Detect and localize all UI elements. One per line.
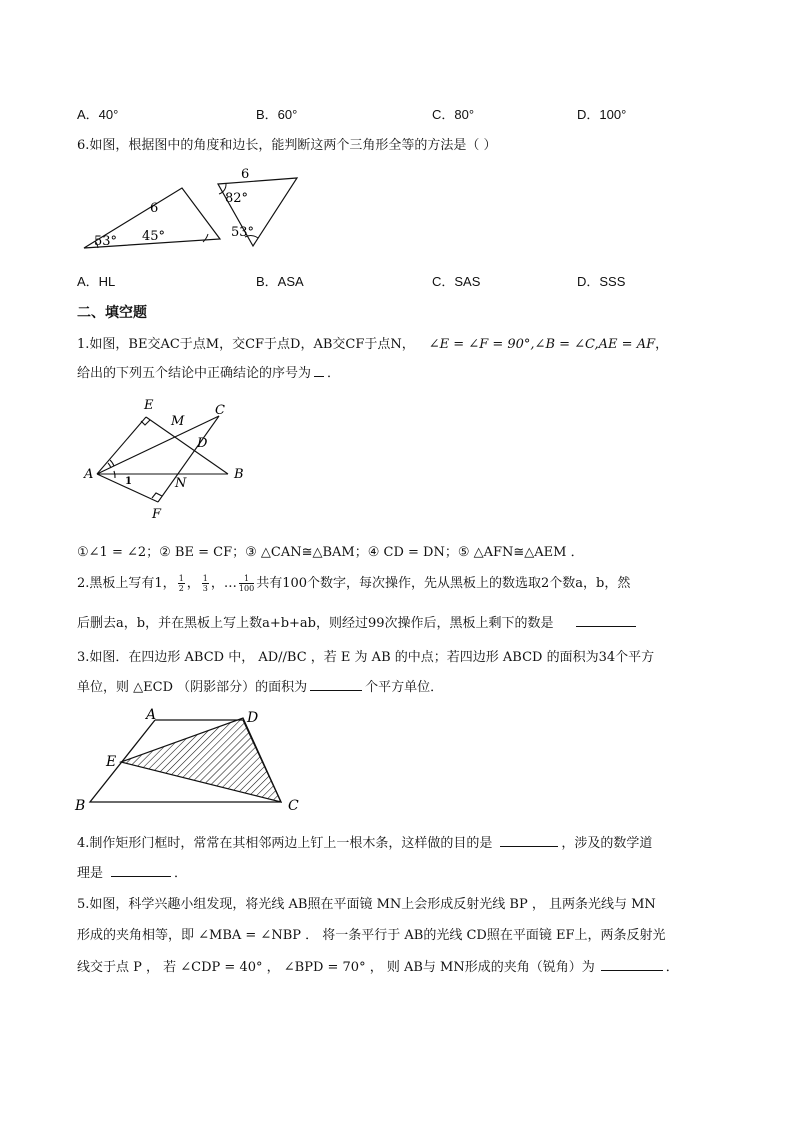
- f3-line2: 单位，则 △ECD （阴影部分）的面积为 个平方单位．: [77, 680, 444, 695]
- f1-label-b: B: [234, 467, 244, 482]
- option-b: B．60°: [256, 107, 298, 122]
- f3-label-b: B: [75, 798, 86, 814]
- f3-figure: [72, 704, 312, 820]
- q6-stem: 6.如图，根据图中的角度和边长，能判断这两个三角形全等的方法是（ ）: [77, 138, 497, 153]
- f1-label-d: D: [197, 436, 208, 451]
- f4-line2: 理是 ．: [77, 866, 188, 881]
- f1-label-m: M: [171, 414, 185, 429]
- f5-line2: 形成的夹角相等，即 ∠MBA = ∠NBP ． 将一条平行于 AB的光线 CD照在平面镜 EF上，两条反射光: [77, 928, 666, 943]
- q6-option-c: C．SAS: [432, 274, 481, 289]
- q6-option-b: B．ASA: [256, 274, 304, 289]
- f2-line1: 2.黑板上写有1， $\frac{1}{2}$ ， $\frac{1}{3}$ ，… $\frac{1}{100}$ 共有100个数字，每次操作，先从黑板上的数选取2个数a，b，然: [77, 574, 631, 593]
- f1-label-c: C: [215, 403, 225, 418]
- f1-label-e: E: [144, 398, 154, 413]
- f1-figure: [78, 392, 258, 524]
- q6-option-d: D．SSS: [577, 274, 626, 289]
- f1-line1: 1.如图，BE交AC于点M，交CF于点D，AB交CF于点N， ∠E = ∠F = 90°,∠B = ∠C,AE = AF，: [77, 337, 669, 352]
- q6-right-angle-b: 53°: [231, 225, 255, 240]
- f3-label-a: A: [146, 707, 157, 723]
- f2-line2: 后删去a，b，并在黑板上写上数a+b+ab，则经过99次操作后，黑板上剩下的数是: [77, 612, 639, 631]
- option-a: A．40°: [77, 107, 119, 122]
- f1-conclusions: ①∠1 = ∠2；② BE = CF；③ △CAN≅△BAM；④ CD = DN；⑤ △AFN≅△AEM ．: [77, 545, 584, 560]
- q6-option-a: A．HL: [77, 274, 116, 289]
- option-c: C．80°: [432, 107, 475, 122]
- f1-line2: 给出的下列五个结论中正确结论的序号为 ．: [77, 366, 341, 381]
- q6-left-angle-a: 53°: [94, 234, 118, 249]
- q6-figure: [78, 164, 308, 260]
- section-title: 二、填空题: [77, 304, 147, 320]
- f1-label-one: 1: [125, 476, 132, 487]
- f5-line3: 线交于点 P ， 若 ∠CDP = 40° ， ∠BPD = 70° ， 则 AB与 MN形成的夹角（锐角）为 ．: [77, 960, 679, 975]
- q6-right-angle-a: 82°: [225, 191, 249, 206]
- f1-label-n: N: [175, 476, 187, 491]
- f3-label-d: D: [247, 710, 259, 726]
- f3-line1: 3.如图．在四边形 ABCD 中， AD//BC ，若 E 为 AB 的中点；若四边形 ABCD 的面积为34个平方: [77, 650, 655, 665]
- f1-label-f: F: [152, 507, 162, 522]
- f5-line1: 5.如图，科学兴趣小组发现，将光线 AB照在平面镜 MN上会形成反射光线 BP ， 且两条光线与 MN: [77, 897, 656, 912]
- f4-line1: 4.制作矩形门框时，常常在其相邻两边上钉上一根木条，这样做的目的是 ，涉及的数学道: [77, 836, 653, 851]
- q6-left-angle-b: 45°: [142, 229, 166, 244]
- q6-left-side-label: 6: [150, 201, 159, 216]
- option-d: D．100°: [577, 107, 627, 122]
- f3-label-e: E: [106, 754, 117, 770]
- f1-label-a: A: [84, 467, 94, 482]
- f3-label-c: C: [288, 798, 299, 814]
- q6-right-side-label: 6: [241, 167, 250, 182]
